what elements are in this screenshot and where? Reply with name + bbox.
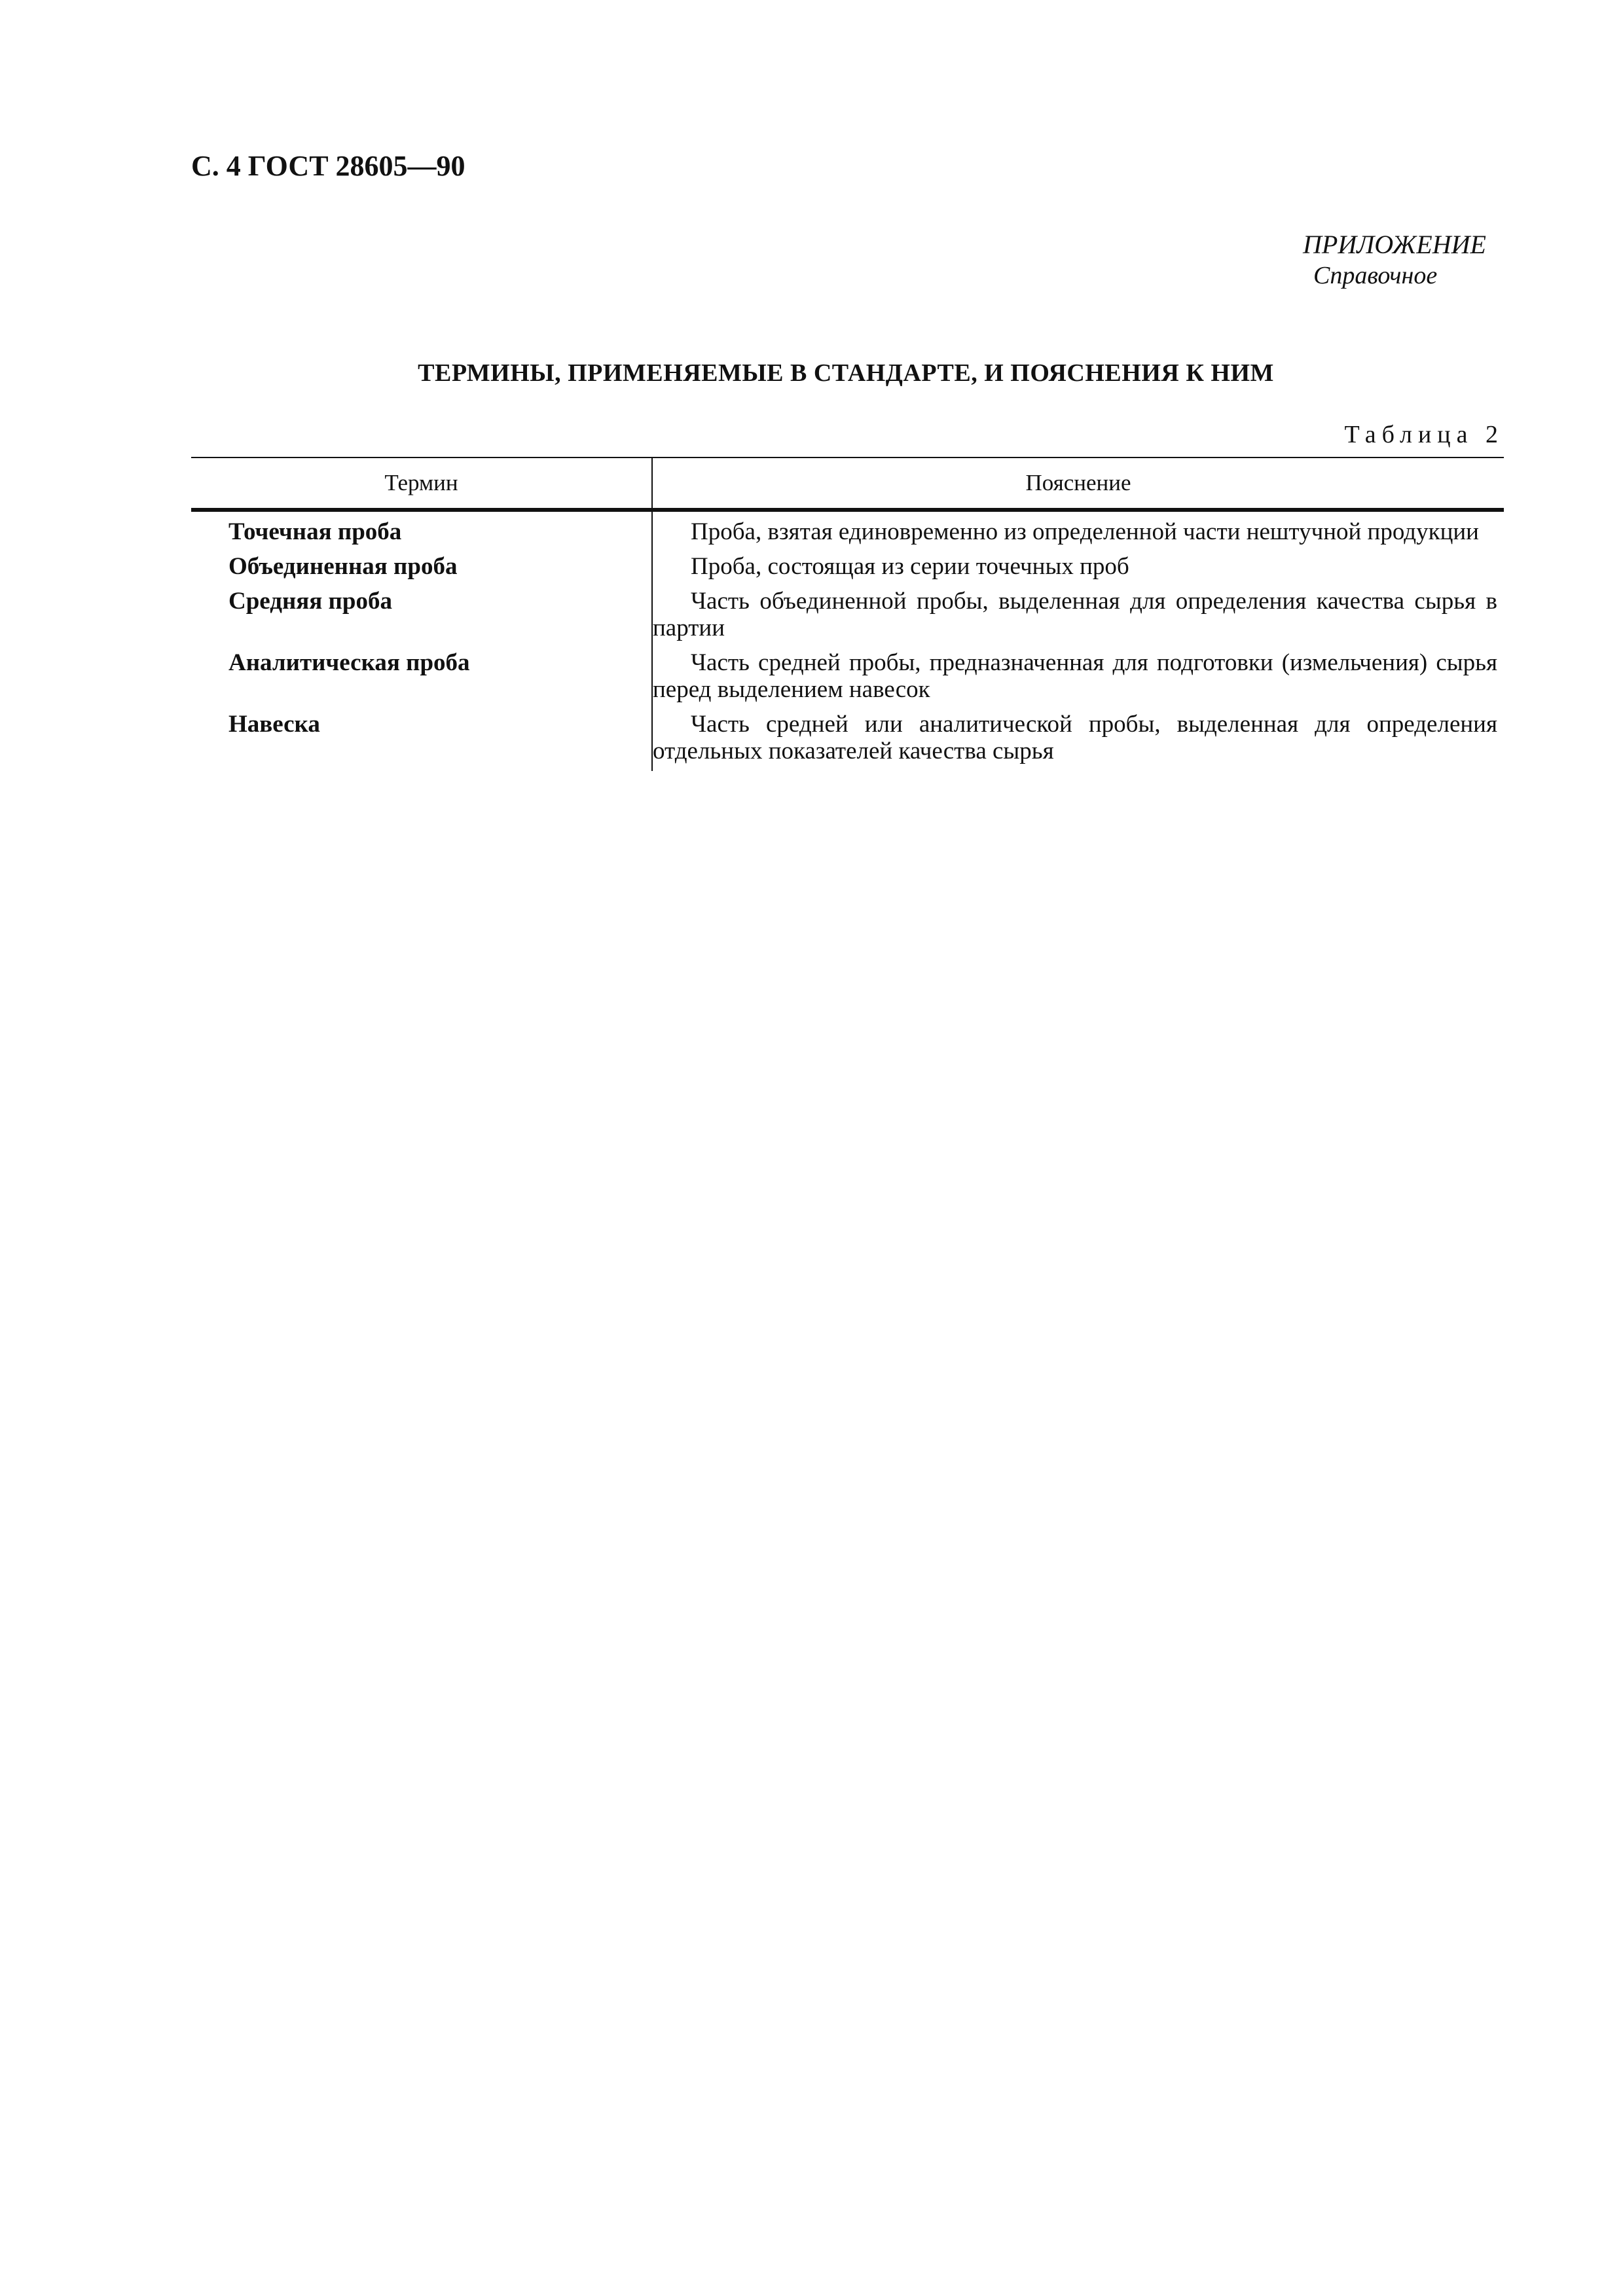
explanation-cell: Часть средней или аналитической пробы, выделенная для определения отдельных показателей качества сырья bbox=[653, 711, 1497, 764]
term-cell: Средняя проба bbox=[191, 580, 652, 641]
appendix-kind: Справочное bbox=[1313, 262, 1438, 289]
explanation-cell: Часть средней пробы, предназначенная для подготовки (измельчения) сырья перед выделением навесок bbox=[653, 649, 1497, 703]
term-cell: Навеска bbox=[191, 703, 652, 771]
term-cell: Аналитическая проба bbox=[191, 641, 652, 703]
document-title: ТЕРМИНЫ, ПРИМЕНЯЕМЫЕ В СТАНДАРТЕ, И ПОЯСНЕНИЯ К НИМ bbox=[418, 359, 1274, 387]
table-row bbox=[191, 510, 1504, 545]
appendix-block bbox=[1277, 229, 1506, 290]
explanation-cell: Часть объединенной пробы, выделенная для определения качества сырья в партии bbox=[653, 588, 1497, 641]
appendix-label: ПРИЛОЖЕНИЕ bbox=[1303, 230, 1486, 259]
terms-table bbox=[191, 457, 1504, 771]
explanation-cell: Проба, состоящая из серии точечных проб bbox=[691, 553, 1129, 580]
explanation-cell: Проба, взятая единовременно из определенной части нештучной продукции bbox=[691, 518, 1479, 545]
column-header-explanation: Пояснение bbox=[652, 457, 1504, 510]
page-header: С. 4 ГОСТ 28605—90 bbox=[191, 150, 465, 182]
column-header-term: Термин bbox=[191, 457, 652, 510]
term-cell: Объединенная проба bbox=[191, 545, 652, 580]
table-row bbox=[191, 545, 1504, 580]
table-header-row bbox=[191, 457, 1504, 510]
table-row bbox=[191, 580, 1504, 641]
table-row bbox=[191, 641, 1504, 703]
term-cell: Точечная проба bbox=[191, 510, 652, 545]
table-caption: Таблица 2 bbox=[1344, 421, 1504, 448]
table-row bbox=[191, 703, 1504, 771]
